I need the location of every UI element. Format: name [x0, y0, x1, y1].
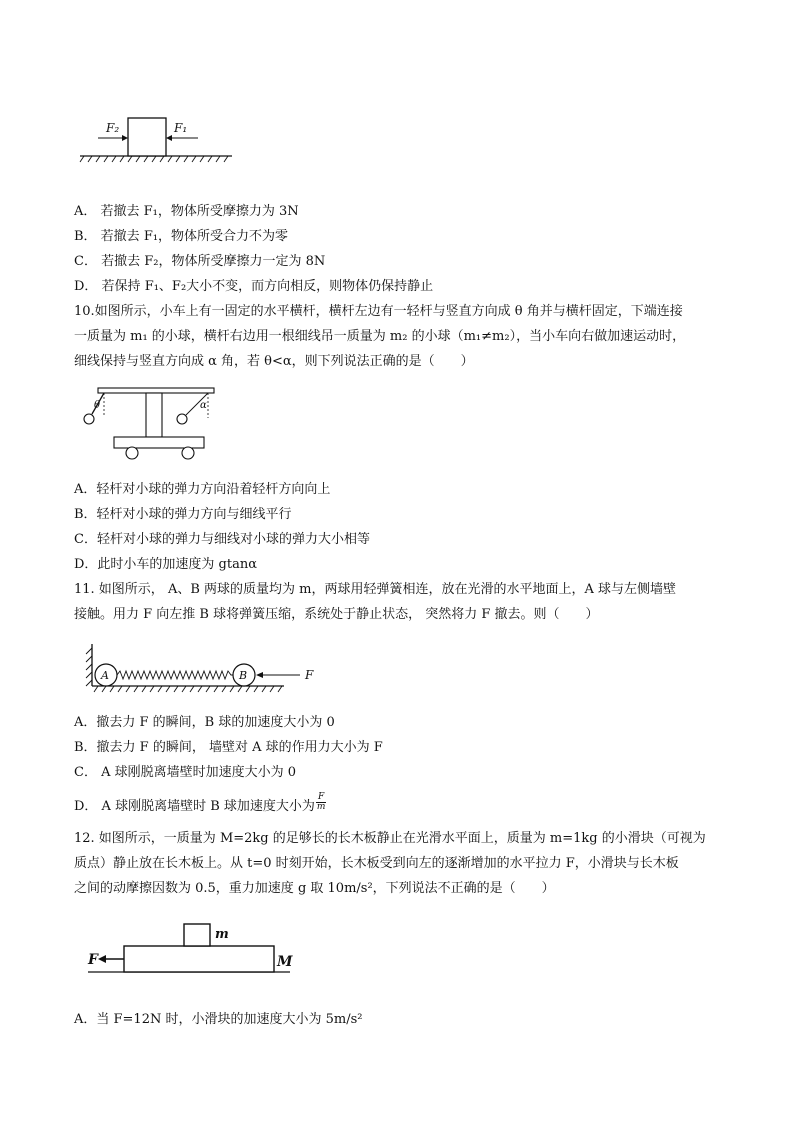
q10-option-c: C．轻杆对小球的弹力与细线对小球的弹力大小相等 — [74, 532, 370, 547]
q11-option-c: C． A 球刚脱离墙壁时加速度大小为 0 — [74, 765, 297, 780]
figure-cart-pendulums — [80, 386, 230, 464]
q11-stem-line-2: 接触。用力 F 向左推 B 球将弹簧压缩，系统处于静止状态， 突然将力 F 撤去。则（ ） — [74, 607, 599, 622]
label-theta: θ — [94, 400, 101, 411]
q12-stem-line-2: 质点）静止放在长木板上。从 t=0 时刻开始，长木板受到向左的逐渐增加的水平拉力 F，小滑块与长木板 — [74, 856, 679, 871]
q11-option-a: A．撤去力 F 的瞬间，B 球的加速度大小为 0 — [74, 715, 335, 730]
q11-stem-line-1: 11. 如图所示， A、B 两球的质量均为 m，两球用轻弹簧相连，放在光滑的水平地面上，A 球与左侧墙壁 — [74, 582, 676, 597]
q11-option-d — [74, 792, 326, 816]
label-alpha: α — [200, 400, 207, 411]
q10-option-d: D．此时小车的加速度为 gtanα — [74, 557, 258, 572]
q12-stem-line-3: 之间的动摩擦因数为 0.5，重力加速度 g 取 10m/s²，下列说法不正确的是（ ） — [74, 881, 555, 896]
q12-option-a: A．当 F=12N 时，小滑块的加速度大小为 5m/s² — [74, 1012, 363, 1027]
q9-option-d: D． 若保持 F₁、F₂大小不变，而方向相反，则物体仍保持静止 — [74, 279, 434, 294]
q10-stem-line-3: 细线保持与竖直方向成 α 角，若 θ<α，则下列说法正确的是（ ） — [74, 354, 474, 369]
fraction-numerator: F — [316, 793, 327, 803]
figure-board-block — [84, 920, 304, 978]
q11-option-d-text: D． A 球刚脱离墙壁时 B 球加速度大小为 — [74, 799, 315, 814]
q12-stem-line-1: 12. 如图所示，一质量为 M=2kg 的足够长的长木板静止在光滑水平面上，质量为 m=1kg 的小滑块（可视为 — [74, 831, 706, 846]
label-f1: F₁ — [174, 121, 188, 135]
q11-option-b: B．撤去力 F 的瞬间， 墙壁对 A 球的作用力大小为 F — [74, 740, 383, 755]
q9-option-a: A． 若撤去 F₁，物体所受摩擦力为 3N — [74, 204, 299, 219]
mass-M-label: M — [277, 954, 293, 970]
label-f2: F₂ — [106, 121, 120, 135]
q10-option-b: B．轻杆对小球的弹力方向与细线平行 — [74, 507, 292, 522]
mass-m-label: m — [215, 927, 229, 942]
figure-block-forces — [80, 112, 240, 168]
ball-b-label: B — [239, 669, 248, 682]
q10-option-a: A．轻杆对小球的弹力方向沿着轻杆方向向上 — [74, 482, 331, 497]
figure-spring-balls — [84, 640, 324, 696]
fraction-denominator: m — [316, 802, 326, 812]
force-f-label: F — [305, 668, 314, 682]
force-f-label: F — [88, 952, 98, 968]
q9-option-c: C． 若撤去 F₂，物体所受摩擦力一定为 8N — [74, 254, 326, 269]
q10-stem-line-1: 10.如图所示，小车上有一固定的水平横杆，横杆左边有一轻杆与竖直方向成 θ 角并与横杆固定，下端连接 — [74, 304, 683, 319]
ball-a-label: A — [101, 669, 109, 682]
fraction-f-over-m — [316, 793, 327, 812]
q10-stem-line-2: 一质量为 m₁ 的小球，横杆右边用一根细线吊一质量为 m₂ 的小球（m₁≠m₂），当小车向右做加速运动时， — [74, 329, 686, 344]
q9-option-b: B． 若撤去 F₁，物体所受合力不为零 — [74, 229, 289, 244]
